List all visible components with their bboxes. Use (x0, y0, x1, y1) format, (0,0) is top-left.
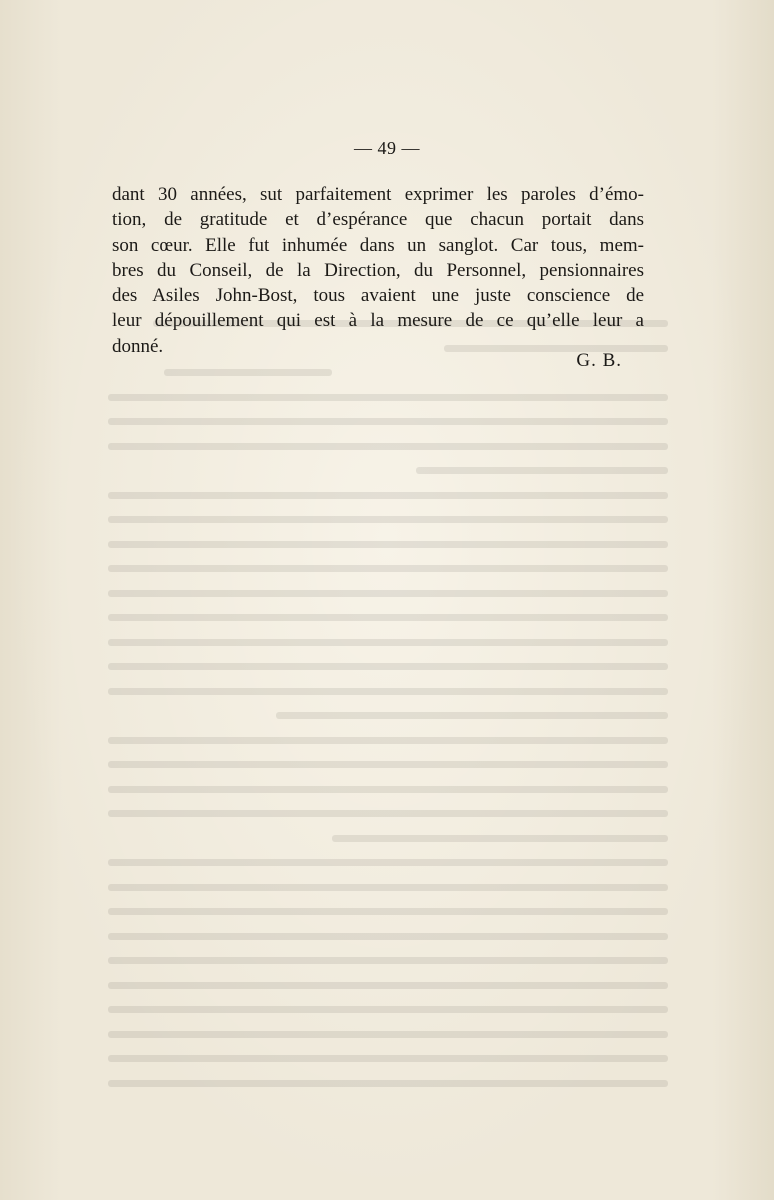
text-line: des Asiles John-Bost, tous avaient une juste conscience de (112, 285, 644, 307)
text-line: donné. (112, 335, 164, 357)
text-line: leur dépouillement qui est à la mesure de ce qu’elle leur a (112, 310, 644, 332)
show-through-background (108, 320, 668, 1100)
text-line: tion, de gratitude et d’espérance que chacun portait dans (112, 209, 644, 231)
text-line: bres du Conseil, de la Direction, du Personnel, pensionnaires (112, 259, 644, 281)
author-initials: G. B. (576, 350, 622, 371)
page-number: — 49 — (354, 138, 420, 158)
text-line: son cœur. Elle fut inhumée dans un sanglot. Car tous, mem- (112, 234, 644, 256)
text-line: dant 30 années, sut parfaitement exprimer les paroles d’émo- (112, 184, 644, 205)
paragraph (112, 182, 644, 359)
